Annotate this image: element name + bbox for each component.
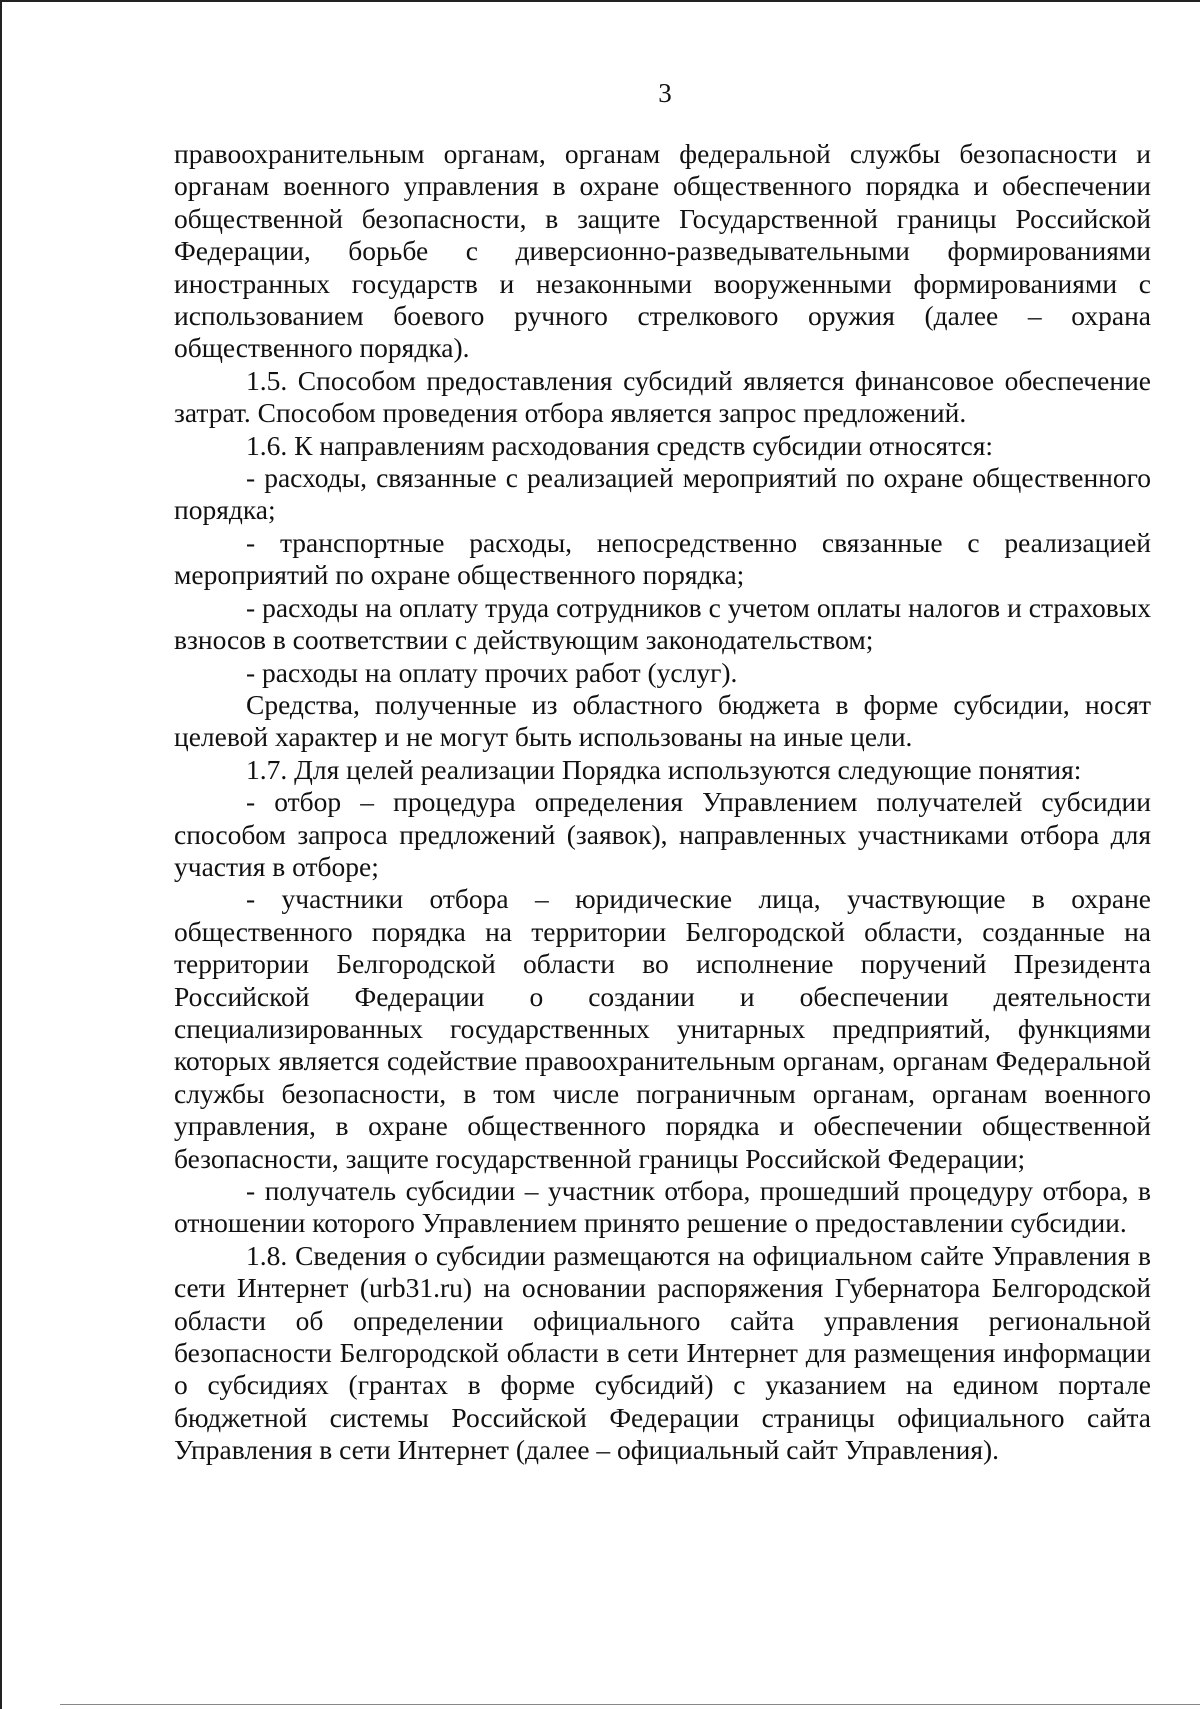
scan-edge-left xyxy=(0,0,2,1709)
list-item-expense-measures: - расходы, связанные с реализацией мероприятий по охране общественного порядка; xyxy=(174,462,1151,526)
paragraph-1-6: 1.6. К направлениям расходования средств субсидии относятся: xyxy=(246,429,994,461)
list-item-expense-other: - расходы на оплату прочих работ (услуг). xyxy=(246,656,738,688)
definition-recipient: - получатель субсидии – участник отбора, прошедший процедуру отбора, в отношении которого Управлением принято решение о предоставлении субсидии. xyxy=(174,1175,1151,1239)
definition-participants: - участники отбора – юридические лица, участвующие в охране общественного порядка на территории Белгородской области, созданные на территории Белгородской области во исполнение поручений Президента Российской Федерации о создании и обеспечении деятельности специализированных государственных унитарных предприятий, функциями которых является содействие правоохранительным органам, органам Федеральной службы безопасности, в том числе пограничным органам, органам военного управления, в охране общественного порядка и обеспечении общественной безопасности, защите государственной границы Российской Федерации; xyxy=(174,883,1151,1174)
paragraph-target-use: Средства, полученные из областного бюджета в форме субсидии, носят целевой характер и не могут быть использованы на иные цели. xyxy=(174,688,1151,753)
paragraph-continuation: правоохранительным органам, органам федеральной службы безопасности и органам военного управления в охране общественного порядка и обеспечении общественной безопасности, в защите Государственной границы Российской Федерации, борьбе с диверсионно-разведывательными формированиями иностранных государств и незаконными вооруженными формированиями с использованием боевого ручного стрелкового оружия (далее – охрана общественного порядка). xyxy=(174,138,1151,364)
paragraph-1-7: 1.7. Для целей реализации Порядка используются следующие понятия: xyxy=(246,753,1082,785)
paragraph-1-5: 1.5. Способом предоставления субсидий является финансовое обеспечение затрат. Способом проведения отбора является запрос предложений. xyxy=(174,364,1151,429)
page-number: 3 xyxy=(658,78,672,108)
list-item-expense-salary: - расходы на оплату труда сотрудников с учетом оплаты налогов и страховых взносов в соответствии с действующим законодательством; xyxy=(174,591,1151,656)
definition-selection: - отбор – процедура определения Управлением получателей субсидии способом запроса предложений (заявок), направленных участниками отбора для участия в отборе; xyxy=(174,786,1151,882)
paragraph-1-8: 1.8. Сведения о субсидии размещаются на официальном сайте Управления в сети Интернет (urb31.ru) на основании распоряжения Губернатора Белгородской области об определении официального сайта управления региональной безопасности Белгородской области в сети Интернет для размещения информации о субсидиях (грантах в форме субсидий) с указанием на едином портале бюджетной системы Российской Федерации страницы официального сайта Управления в сети Интернет (далее – официальный сайт Управления). xyxy=(174,1239,1151,1466)
document-body xyxy=(174,138,1151,1467)
list-item-expense-transport: - транспортные расходы, непосредственно связанные с реализацией мероприятий по охране общественного порядка; xyxy=(174,526,1151,591)
scan-edge-bottom xyxy=(60,1704,1200,1705)
scan-edge-top xyxy=(0,0,1200,2)
